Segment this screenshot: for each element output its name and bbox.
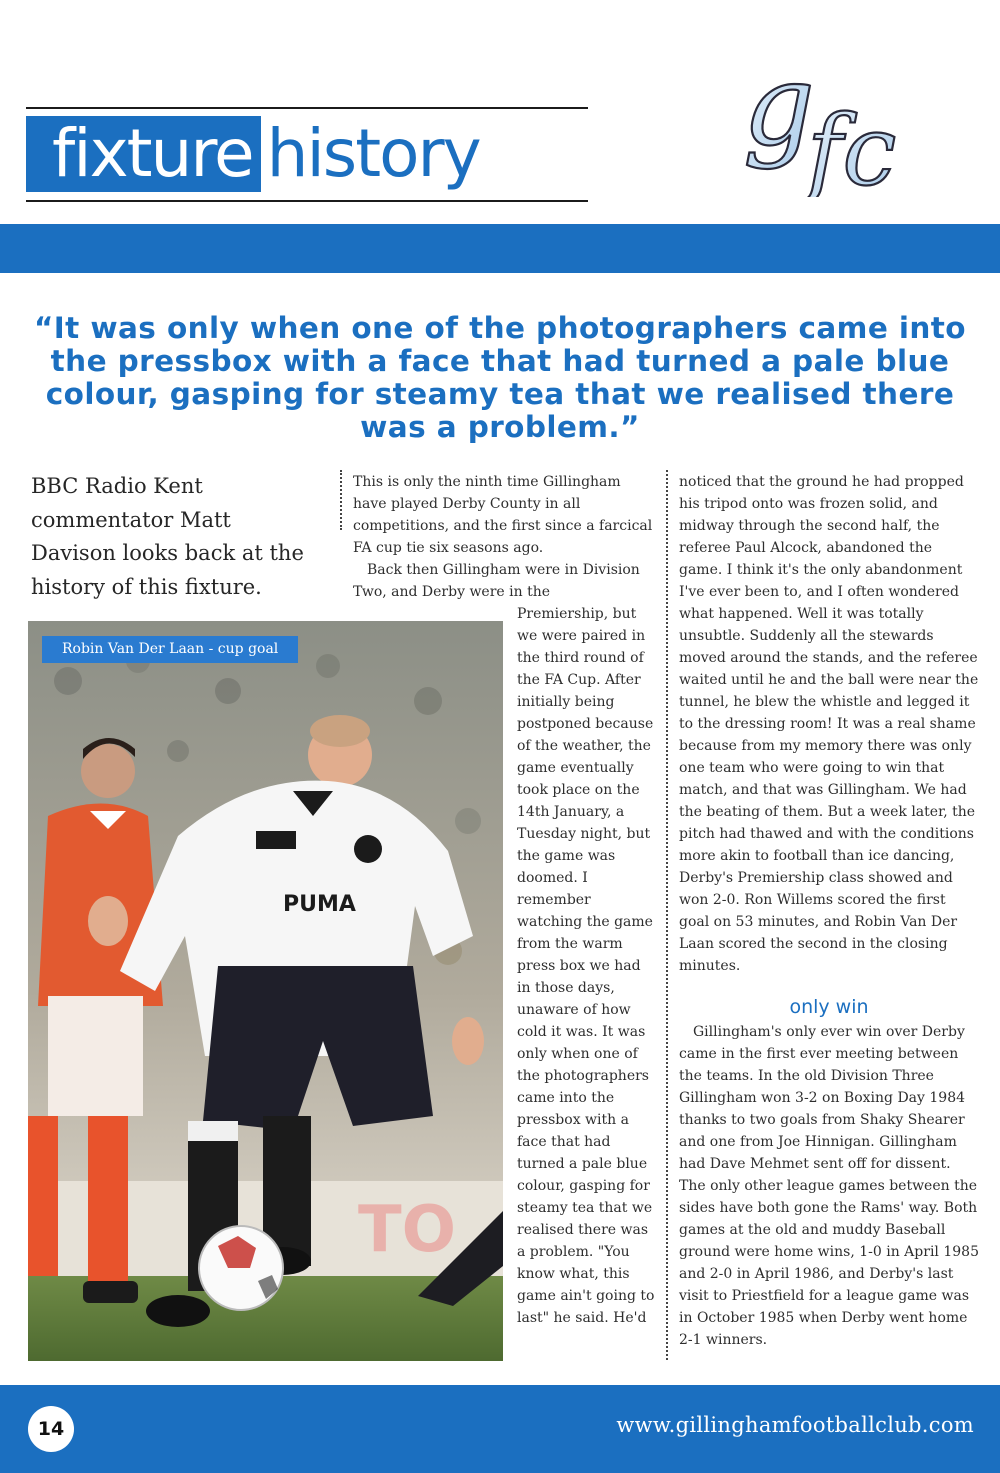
website-url[interactable]: www.gillinghamfootballclub.com — [616, 1413, 974, 1437]
football — [199, 1226, 283, 1310]
title-part-fixture: fixture — [52, 115, 253, 192]
article-paragraph: Back then Gillingham were in Division Two, and Derby were in the — [353, 562, 640, 600]
header-rule-bottom — [26, 200, 588, 202]
shirt-sponsor: PUMA — [283, 892, 356, 917]
column-divider-left — [340, 470, 342, 530]
title-part-history: history — [266, 115, 480, 192]
article-column-3-top — [679, 471, 979, 977]
article-paragraph: Premiership, but we were paired in the third round of the FA Cup. After initially being postponed because of the weather, the game eventually took place on the 14th January, a Tuesday night, but the game was doomed. I remember watching the game from the warm press box we had in those days, unaware of how cold it was. It was only when one of the photographers came into the pressbox with a face that had turned a pale blue colour, gasping for steamy tea that we realised there was a problem. "You know what, this game ain't going to last" he said. He'd — [517, 606, 655, 1326]
logo-letters-fc: fc — [807, 95, 897, 197]
article-paragraph: Gillingham's only ever win over Derby came in the first ever meeting between the teams. In the old Division Three Gillingham won 3-2 on Boxing Day 1984 thanks to two goals from Shaky Shearer and one from Joe Hinnigan. Gillingham had Dave Mehmet sent off for dissent. The only other league games between the sides have both gone the Rams' way. Both games at the old and muddy Baseball ground were home wins, 1-0 in April 1985 and 2-0 in April 1986, and Derby's last visit to Priestfield for a league game was in October 1985 when Derby went home 2-1 winners. — [679, 1024, 979, 1348]
article-column-2-narrow — [517, 603, 657, 1329]
board-lettering: TO — [358, 1193, 457, 1267]
match-photo — [28, 621, 503, 1361]
footer-band — [0, 1385, 1000, 1473]
column-divider-right — [666, 470, 668, 1360]
pull-quote: “It was only when one of the photographers came into the pressbox with a face that had turned a pale blue colour, gasping for steamy tea that we realised there was a problem.” — [34, 311, 966, 444]
logo-letter-g: g — [743, 52, 815, 171]
gfc-monogram-icon — [735, 52, 970, 197]
header-band — [0, 224, 1000, 273]
article-paragraph: noticed that the ground he had propped his tripod onto was frozen solid, and midway through the second half, the referee Paul Alcock, abandoned the game. I think it's the only abandonment I've ever been to, and I often wondered what happened. Well it was totally unsubtle. Suddenly all the stewards moved around the stands, and the referee waited until he and the ball were near the tunnel, he blew the whistle and legged it to the dressing room! It was a real shame because from my memory there was only one team who were going to win that match, and that was Gillingham. We had the beating of them. But a week later, the pitch had thawed and with the conditions more akin to football than ice dancing, Derby's Premiership class showed and won 2-0. Ron Willems scored the first goal on 53 minutes, and Robin Van Der Laan scored the second in the closing minutes. — [679, 474, 979, 974]
article-column-3-bottom — [679, 1021, 979, 1351]
article-paragraph: This is only the ninth time Gillingham have played Derby County in all competitions, and the first since a farcical FA cup tie six seasons ago. — [353, 474, 653, 556]
subheading-only-win: only win — [789, 996, 869, 1018]
page-title — [26, 116, 480, 192]
header-rule-top — [26, 107, 588, 109]
intro-standfirst: BBC Radio Kent commentator Matt Davison looks back at the history of this fixture. — [31, 474, 304, 599]
photo-caption: Robin Van Der Laan - cup goal — [42, 636, 298, 663]
title-highlight-box — [26, 116, 261, 192]
page-number: 14 — [28, 1406, 74, 1452]
article-column-2-top — [353, 471, 658, 603]
